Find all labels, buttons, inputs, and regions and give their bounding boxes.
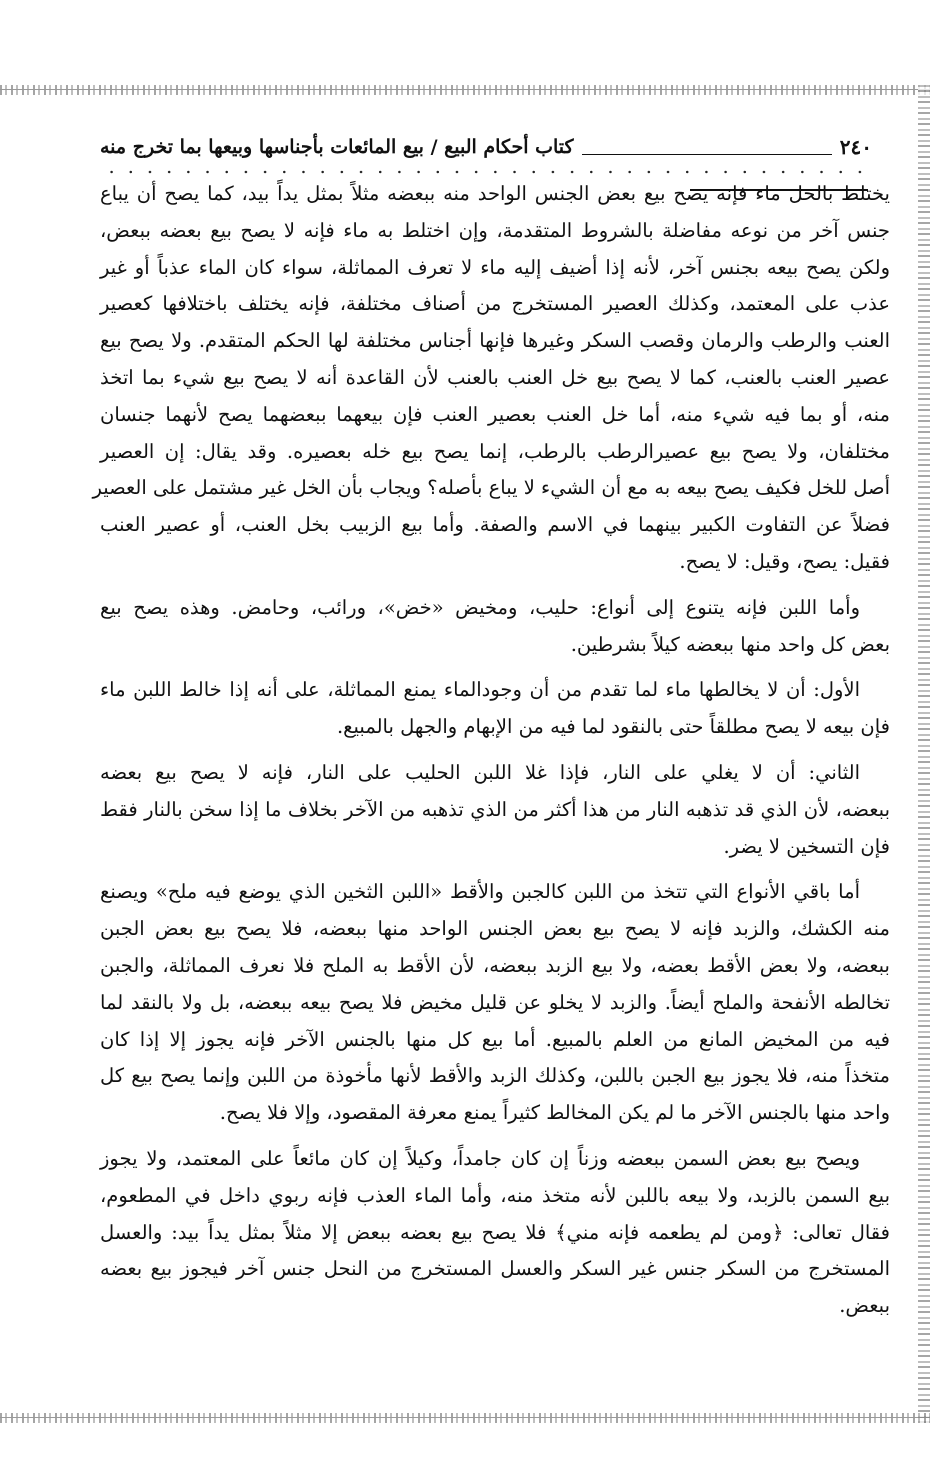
paragraph [100, 1141, 890, 1325]
page-body [92, 176, 890, 1334]
text-line: الثاني: أن لا يغلي على النار، فإذا غلا اللبن الحليب على النار، فإنه لا يصح بيع بعضه [100, 760, 860, 784]
text-line: بيع السمن بالزبد، ولا بيعه باللبن لأنه متخذ منه، وأما الماء العذب فإنه ربوي داخل في المطعوم، [100, 1183, 890, 1207]
text-line: العنب والرطب والرمان وقصب السكر وغيرها فإنها أجناس مختلفة لها الحكم المتقدم. ولا يصح بيع [100, 329, 890, 353]
text-line: فإن التسخين لا يضر. [723, 834, 890, 858]
text-line: ببعض. [839, 1294, 890, 1318]
text-line: تخالطه الأنفحة والملح أيضاً. والزبد لا يخلو عن قليل مخيض فلا يصح بيعه ببعضه، بل ولا بالنقد لما [100, 990, 890, 1014]
text-line: منه، أو بما فيه شيء منه، أما خل العنب بعصير العنب فإن بيعهما ببعضهما يصح لأنهما جنسان [100, 402, 890, 426]
text-line: مختلفان، ولا يصح بيع عصيرالرطب بالرطب، إنما يصح بيع خله بعصيره. وقد يقال: إن العصير [100, 439, 890, 463]
text-line: وأما اللبن فإنه يتنوع إلى أنواع: حليب، ومخيض «خض»، ورائب، وحامض. وهذه يصح بيع [100, 595, 860, 619]
text-line: جنس آخر من نوعه مفاضلة بالشروط المتقدمة، وإن اختلط به ماء فإنه لا يصح بيع بعضه ببعض، [100, 218, 890, 242]
text-line: ببعضه، لأن الذي قد تذهبه النار من هذا أكثر من الذي تذهبه من الآخر بخلاف ما إذا سخن بالنار فقط [100, 797, 890, 821]
text-line: أما باقي الأنواع التي تتخذ من اللبن كالجبن والأقط «اللبن الثخين الذي يوضع فيه ملح» ويصنع [100, 880, 860, 904]
ornamental-border-top [0, 85, 930, 95]
text-line: فإن بيعه لا يصح مطلقاً حتى بالنقود لما فيه من الإبهام والجهل بالمبيع. [336, 715, 890, 739]
text-line: فقيل: يصح، وقيل: لا يصح. [679, 549, 890, 573]
text-line: بعض كل واحد منها ببعضه كيلاً بشرطين. [570, 632, 890, 656]
text-line: منه الكشك، والزبد فإنه لا يصح بيع بعض الجنس الواحد منها ببعضه، فلا يصح بيع بعض الجبن [100, 917, 890, 941]
text-line: متخذاً منه، فلا يجوز بيع الجبن باللبن، وكذلك الزبد والأقط لأنها مأخوذة من اللبن وإنما يصح بيع كل [100, 1064, 890, 1088]
text-line: المستخرج من السكر جنس غير السكر والعسل المستخرج من النحل جنس آخر فيجوز بيع بعضه [100, 1257, 890, 1281]
text-line: عصير العنب بالعنب، كما لا يصح بيع خل العنب بالعنب لأن القاعدة أنه لا يصح بيع شيء بما اتخذ [100, 365, 890, 389]
ornamental-border-right [918, 85, 930, 1423]
text-line: واحد منها بالجنس الآخر ما لم يكن المخالط كثيراً يمنع معرفة المقصود، وإلا فلا يصح. [219, 1101, 890, 1125]
text-line: فضلاً عن التفاوت الكبير بينهما في الاسم والصفة. وأما بيع الزبيب بخل العنب، أو عصير العنب [100, 513, 890, 537]
running-header [100, 132, 872, 162]
paragraph [100, 874, 890, 1132]
text-line: عذب على المعتمد، وكذلك العصير المستخرج من أصناف مختلفة، فإنه يختلف باختلافها كعصير [100, 292, 890, 316]
text-line: ببعضه، ولا بعض الأقط بعضه، ولا بيع الزبد ببعضه، لأن الأقط به الملح فلا نعرف المماثلة، والجبن [100, 953, 890, 977]
paragraph [100, 672, 890, 746]
page-number: ٢٤٠ [839, 135, 872, 159]
text-line: أصل للخل فكيف يصح بيعه به مع أن الشيء لا يباع بأصله؟ ويجاب بأن الخل غير مشتمل على العصير [92, 476, 890, 500]
header-title: كتاب أحكام البيع / بيع المائعات بأجناسها وبيعها بما تخرج منه [100, 136, 574, 158]
text-line: ويصح بيع بعض السمن ببعضه وزناً إن كان جامداً، وكيلاً إن كان مائعاً على المعتمد، ولا يجوز [100, 1146, 860, 1170]
paragraph [92, 176, 890, 581]
text-line: الأول: أن لا يخالطها ماء لما تقدم من أن وجودالماء يمنع المماثلة، على أنه إذا خالط اللبن ماء [100, 678, 860, 702]
paragraph [100, 755, 890, 865]
ornamental-border-bottom [0, 1413, 930, 1423]
text-line: فقال تعالى: ﴿ومن لم يطعمه فإنه مني﴾ فلا يصح بيع بعضه ببعض إلا مثلاً بمثل يداً بيد: والعسل [100, 1220, 890, 1244]
text-line: فيه من المخيض المانع من العلم بالمبيع. أما بيع كل منها بالجنس الآخر فإنه يجوز إلا إذا كان [100, 1027, 890, 1051]
text-line: ولكن يصح بيعه بجنس آخر، لأنه إذا أضيف إليه ماء لا تعرف المماثلة، سواء كان الماء عذباً أو غير [100, 255, 890, 279]
paragraph [100, 590, 890, 664]
header-rule [582, 140, 832, 155]
text-line: يختلط بالخل ماء فإنه يصح بيع بعض الجنس الواحد منه ببعضه مثلاً بمثل يداً بيد، كما يصح أن يباع [100, 182, 890, 205]
